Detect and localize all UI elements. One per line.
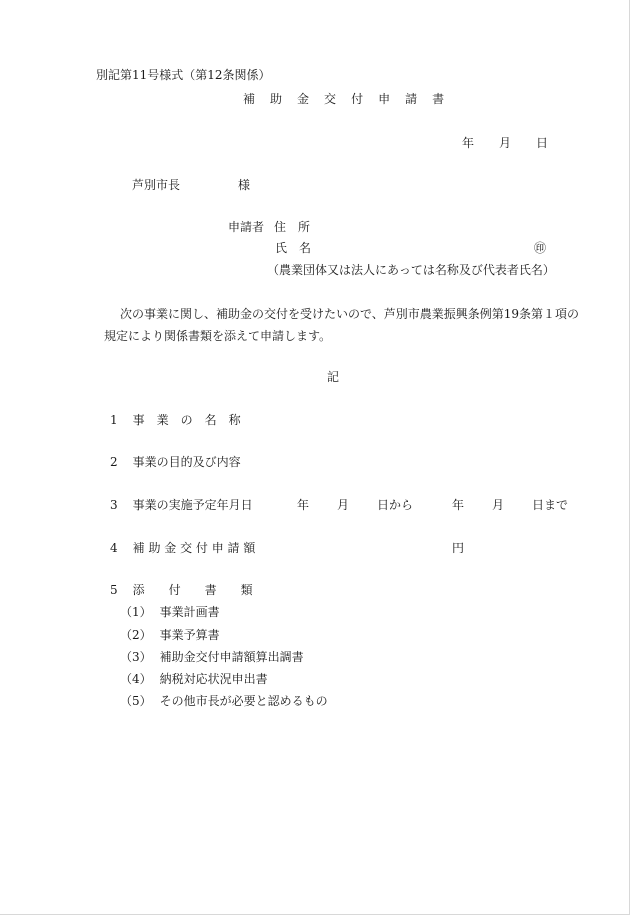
- title-char: 書: [432, 92, 445, 106]
- item-label: 添 付 書 類: [132, 583, 253, 597]
- addressee-honorific: 様: [238, 178, 251, 192]
- applicant-address-line: [228, 219, 310, 235]
- to-year: 年: [452, 498, 465, 512]
- to-date: [452, 497, 568, 513]
- address-label: 住 所: [274, 220, 311, 234]
- addressee-name: 芦別市長: [132, 178, 181, 192]
- item-number: 3: [110, 498, 118, 512]
- item-label: 補 助 金 交 付 申 請 額: [132, 541, 256, 555]
- from-day: 日から: [377, 498, 414, 512]
- attachment-text: 納税対応状況申出書: [159, 672, 268, 686]
- applicant-label: 申請者: [228, 220, 265, 234]
- item-number: 4: [110, 541, 118, 555]
- attachment-text: その他市長が必要と認めるもの: [159, 694, 328, 708]
- attachment-text: 事業予算書: [159, 628, 220, 642]
- item-label: 事業の目的及び内容: [132, 455, 241, 469]
- attachment-number: （1）: [120, 605, 152, 619]
- attachment-number: （4）: [120, 672, 152, 686]
- title-char: 申: [378, 92, 391, 106]
- document-title: [243, 91, 444, 107]
- item-label: 事業の実施予定年月日: [132, 498, 253, 512]
- attachment-number: （3）: [120, 650, 152, 664]
- title-char: 付: [351, 92, 364, 106]
- applicant-note: （農業団体又は法人にあっては名称及び代表者氏名）: [267, 263, 555, 277]
- item-4: [110, 540, 255, 556]
- item-number: 5: [110, 583, 118, 597]
- applicant-name-label: 氏 名: [275, 241, 312, 255]
- form-label: 別記第11号様式（第12条関係）: [96, 68, 271, 82]
- attachment-text: 事業計画書: [159, 605, 220, 619]
- date-year: 年: [462, 136, 475, 150]
- item-number: 1: [110, 413, 118, 427]
- date-day: 日: [536, 136, 549, 150]
- from-date: [297, 497, 413, 513]
- amount-unit: 円: [452, 541, 465, 555]
- title-char: 補: [243, 92, 256, 106]
- to-day: 日まで: [532, 498, 569, 512]
- item-1: [110, 412, 241, 428]
- attachment-number: （2）: [120, 628, 152, 642]
- title-char: 金: [297, 92, 310, 106]
- attachment-item: [120, 693, 328, 709]
- title-char: 助: [270, 92, 283, 106]
- addressee: [132, 177, 250, 193]
- body-line-1: 次の事業に関し、補助金の交付を受けたいので、芦別市農業振興条例第19条第１項の: [120, 307, 580, 321]
- title-char: 交: [324, 92, 337, 106]
- attachment-item: [120, 649, 304, 665]
- body-line-2: 規定により関係書類を添えて申請します。: [104, 329, 332, 343]
- attachment-item: [120, 671, 268, 687]
- title-char: 請: [405, 92, 418, 106]
- date-month: 月: [499, 136, 512, 150]
- from-year: 年: [297, 498, 310, 512]
- attachment-number: （5）: [120, 694, 152, 708]
- to-month: 月: [492, 498, 505, 512]
- item-3: [110, 497, 253, 513]
- attachment-item: [120, 627, 220, 643]
- attachment-item: [120, 604, 220, 620]
- item-2: [110, 454, 241, 470]
- from-month: 月: [337, 498, 350, 512]
- item-label: 事 業 の 名 称: [132, 413, 241, 427]
- attachment-text: 補助金交付申請額算出調書: [159, 650, 304, 664]
- date-line: [462, 135, 548, 151]
- item-5: [110, 582, 253, 598]
- ki-heading: 記: [327, 370, 340, 384]
- item-number: 2: [110, 455, 118, 469]
- seal-mark: ㊞: [534, 241, 547, 255]
